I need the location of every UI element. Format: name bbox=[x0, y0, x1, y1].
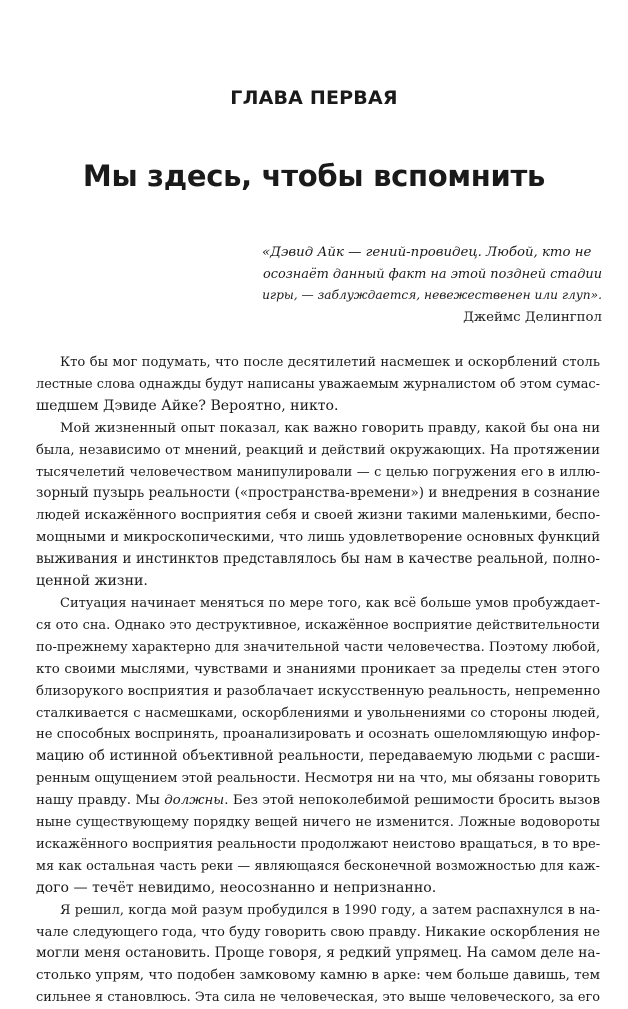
text-line: людей искажённого восприятия себя и своей жизни такими маленькими, беспо- bbox=[36, 508, 600, 524]
text-line: мацию об истинной объективной реальности, передаваемую людьми с расши- bbox=[36, 748, 600, 765]
text-line: Ситуация начинает меняться по мере того, как всё больше умов пробуждает- bbox=[60, 595, 600, 611]
text-line: близорукого восприятия и разоблачает искусственную реальность, непременно bbox=[36, 683, 600, 699]
chapter-label: ГЛАВА ПЕРВАЯ bbox=[230, 87, 398, 109]
epigraph bbox=[262, 242, 602, 328]
text-line: Кто бы мог подумать, что после десятилетий насмешек и оскорблений столь bbox=[60, 355, 600, 370]
epigraph-author: Джеймс Делингпол bbox=[463, 309, 602, 325]
text-line: кто своими мыслями, чувствами и знаниями проникает за пределы стен этого bbox=[36, 661, 600, 677]
emphasis-word: должны bbox=[164, 793, 225, 809]
text-line: искажённого восприятия реальности продолжают неистово вращаться, в то вре- bbox=[36, 836, 600, 852]
text-line-with-emphasis bbox=[36, 790, 600, 812]
body-text bbox=[36, 352, 600, 1009]
text-line: не способных воспринять, проанализировать и осознать ошеломляющую инфор- bbox=[36, 727, 600, 743]
text-line: сталкивается с насмешками, оскорблениями и увольнениями со стороны людей, bbox=[36, 705, 600, 721]
text-line: ренным ощущением этой реальности. Несмотря ни на что, мы обязаны говорить bbox=[36, 771, 600, 787]
text-line: по-прежнему характерно для значительной части человечества. Поэтому любой, bbox=[36, 639, 600, 655]
text-line: выживания и инстинктов представлялось бы нам в качестве реальной, полно- bbox=[36, 551, 600, 568]
text-line: чале следующего года, что буду говорить свою правду. Никакие оскорбления не bbox=[36, 924, 600, 940]
text-line: была, независимо от мнений, реакций и действий окружающих. На протяжении bbox=[36, 442, 600, 458]
text-line: дого — течёт невидимо, неосознанно и непризнанно. bbox=[36, 879, 437, 896]
text-line: столько упрям, что подобен замковому камню в арке: чем больше давишь, тем bbox=[36, 968, 600, 984]
text-line: Мой жизненный опыт показал, как важно говорить правду, какой бы она ни bbox=[60, 420, 600, 436]
chapter-title: Мы здесь, чтобы вспомнить bbox=[82, 159, 546, 193]
epigraph-line: игры, — заблуждается, невежественен или глуп». bbox=[262, 288, 602, 302]
text-line: сильнее я становлюсь. Эта сила не человеческая, это выше человеческого, за его bbox=[36, 990, 600, 1006]
text-fragment: . Без этой непоколебимой решимости бросить вызов bbox=[224, 793, 600, 809]
text-fragment: нашу правду. Мы bbox=[36, 793, 165, 809]
text-line: шедшем Дэвиде Айке? Вероятно, никто. bbox=[36, 397, 339, 414]
text-line: Я решил, когда мой разум пробудился в 1990 году, а затем распахнулся в на- bbox=[60, 902, 600, 918]
text-line: мощными и микроскопическими, что лишь удовлетворение основных функций bbox=[36, 530, 600, 546]
epigraph-line: «Дэвид Айк — гений-провидец. Любой, кто не bbox=[262, 245, 592, 260]
epigraph-line: осознаёт данный факт на этой поздней стадии bbox=[263, 266, 602, 282]
text-line: ся ото сна. Однако это деструктивное, искажённое восприятие действительности bbox=[36, 617, 600, 633]
text-line: могли меня остановить. Проще говоря, я редкий упрямец. На самом деле на- bbox=[36, 945, 600, 962]
text-line: ценной жизни. bbox=[36, 573, 148, 590]
text-line: ныне существующему порядку вещей ничего не изменится. Ложные водовороты bbox=[36, 815, 600, 831]
text-line: тысячелетий человечеством манипулировали — с целью погружения его в иллю- bbox=[36, 464, 600, 480]
text-line: зорный пузырь реальности («пространства-времени») и внедрения в сознание bbox=[36, 485, 600, 502]
text-line: мя как остальная часть реки — являющаяся бесконечной возможностью для каж- bbox=[36, 858, 600, 874]
text-line: лестные слова однажды будут написаны уважаемым журналистом об этом сумас- bbox=[36, 376, 600, 392]
